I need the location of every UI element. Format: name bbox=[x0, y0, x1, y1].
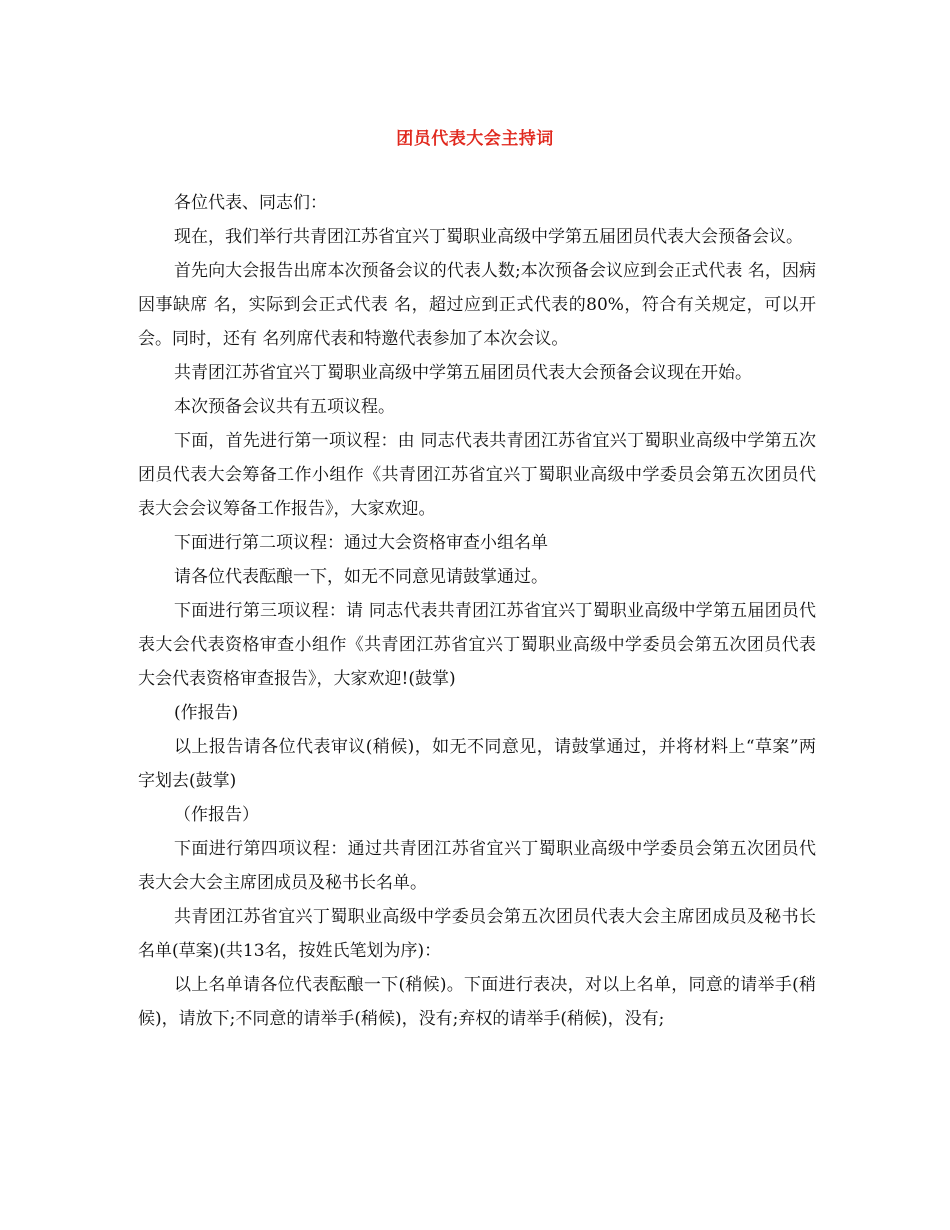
document-title: 团员代表大会主持词 bbox=[396, 129, 554, 149]
paragraph: 各位代表、同志们： bbox=[174, 193, 327, 213]
paragraph: 以上报告请各位代表审议(稍候)，如无不同意见，请鼓掌通过，并将材料上“草案”两字划去(鼓掌) bbox=[138, 737, 816, 791]
paragraph: 下面，首先进行第一项议程：由 同志代表共青团江苏省宜兴丁蜀职业高级中学第五次团员代表大会筹备工作小组作《共青团江苏省宜兴丁蜀职业高级中学委员会第五次团员代表大会会议筹备工作报告》，大家欢迎。 bbox=[138, 431, 816, 519]
paragraph: (作报告) bbox=[174, 703, 239, 723]
paragraph: 首先向大会报告出席本次预备会议的代表人数;本次预备会议应到会正式代表 名，因病因事缺席 名，实际到会正式代表 名，超过应到正式代表的80%，符合有关规定，可以开会。同时，还有 名列席代表和特邀代表参加了本次会议。 bbox=[138, 261, 816, 349]
paragraph: 共青团江苏省宜兴丁蜀职业高级中学第五届团员代表大会预备会议现在开始。 bbox=[174, 363, 752, 383]
document-body bbox=[138, 186, 816, 1036]
paragraph: 现在，我们举行共青团江苏省宜兴丁蜀职业高级中学第五届团员代表大会预备会议。 bbox=[174, 227, 803, 247]
paragraph: 下面进行第四项议程：通过共青团江苏省宜兴丁蜀职业高级中学委员会第五次团员代表大会大会主席团成员及秘书长名单。 bbox=[138, 839, 816, 893]
paragraph: 以上名单请各位代表酝酿一下(稍候)。下面进行表决，对以上名单，同意的请举手(稍候)，请放下;不同意的请举手(稍候)，没有;弃权的请举手(稍候)，没有; bbox=[138, 975, 816, 1029]
paragraph: （作报告） bbox=[174, 805, 259, 825]
paragraph: 请各位代表酝酿一下，如无不同意见请鼓掌通过。 bbox=[174, 567, 548, 587]
paragraph: 下面进行第三项议程：请 同志代表共青团江苏省宜兴丁蜀职业高级中学第五届团员代表大会代表资格审查小组作《共青团江苏省宜兴丁蜀职业高级中学委员会第五次团员代表大会代表资格审查报告》，大家欢迎!(鼓掌) bbox=[138, 601, 816, 689]
paragraph: 本次预备会议共有五项议程。 bbox=[174, 397, 395, 417]
paragraph: 下面进行第二项议程：通过大会资格审查小组名单 bbox=[174, 533, 548, 553]
paragraph: 共青团江苏省宜兴丁蜀职业高级中学委员会第五次团员代表大会主席团成员及秘书长名单(草案)(共13名，按姓氏笔划为序)： bbox=[138, 907, 816, 961]
